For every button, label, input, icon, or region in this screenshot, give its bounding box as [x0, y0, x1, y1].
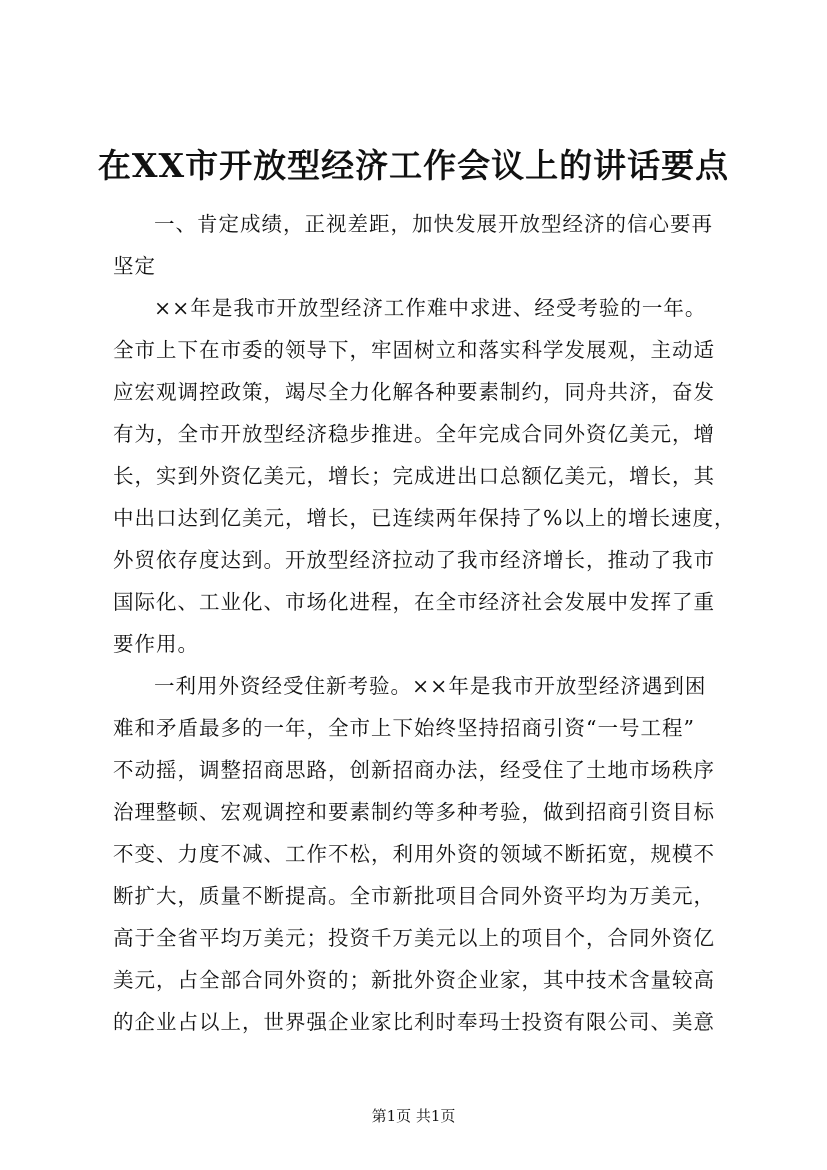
- paragraph-line: 要作用。: [113, 632, 199, 656]
- paragraph-line: 的企业占以上，世界强企业家比利时奉玛士投资有限公司、美意: [113, 1010, 715, 1034]
- paragraph-line: 治理整顿、宏观调控和要素制约等多种考验，做到招商引资目标: [113, 800, 715, 824]
- page-number-footer: 第1页 共1页: [371, 1107, 456, 1125]
- paragraph-line: 外贸依存度达到。开放型经济拉动了我市经济增长，推动了我市: [113, 548, 715, 572]
- paragraph-line: 高于全省平均万美元；投资千万美元以上的项目个，合同外资亿: [113, 926, 715, 950]
- paragraph-line: ××年是我市开放型经济工作难中求进、经受考验的一年。: [154, 296, 707, 320]
- paragraph-line: 一、肯定成绩，正视差距，加快发展开放型经济的信心要再: [154, 212, 713, 236]
- paragraph-line: 不变、力度不减、工作不松，利用外资的领域不断拓宽，规模不: [113, 842, 715, 866]
- paragraph-line: 有为，全市开放型经济稳步推进。全年完成合同外资亿美元，增: [113, 422, 715, 446]
- paragraph-line: 长，实到外资亿美元，增长；完成进出口总额亿美元，增长，其: [113, 464, 715, 488]
- paragraph-line: 全市上下在市委的领导下，牢固树立和落实科学发展观，主动适: [113, 338, 715, 362]
- paragraph-line: 国际化、工业化、市场化进程，在全市经济社会发展中发挥了重: [113, 590, 715, 614]
- paragraph-line: 不动摇，调整招商思路，创新招商办法，经受住了土地市场秩序: [113, 758, 715, 782]
- paragraph-line: 美元，占全部合同外资的；新批外资企业家，其中技术含量较高: [113, 968, 715, 992]
- paragraph-line: 一利用外资经受住新考验。××年是我市开放型经济遇到困: [154, 674, 707, 698]
- paragraph-line: 难和矛盾最多的一年，全市上下始终坚持招商引资“一号工程”: [113, 716, 695, 740]
- document-title: 在XX市开放型经济工作会议上的讲话要点: [97, 146, 730, 185]
- paragraph-line: 坚定: [113, 254, 156, 278]
- paragraph-line: 中出口达到亿美元，增长，已连续两年保持了%以上的增长速度，: [113, 506, 736, 530]
- document-body: [113, 203, 736, 1043]
- paragraph-line: 断扩大，质量不断提高。全市新批项目合同外资平均为万美元，: [113, 884, 715, 908]
- paragraph-line: 应宏观调控政策，竭尽全力化解各种要素制约，同舟共济，奋发: [113, 380, 715, 404]
